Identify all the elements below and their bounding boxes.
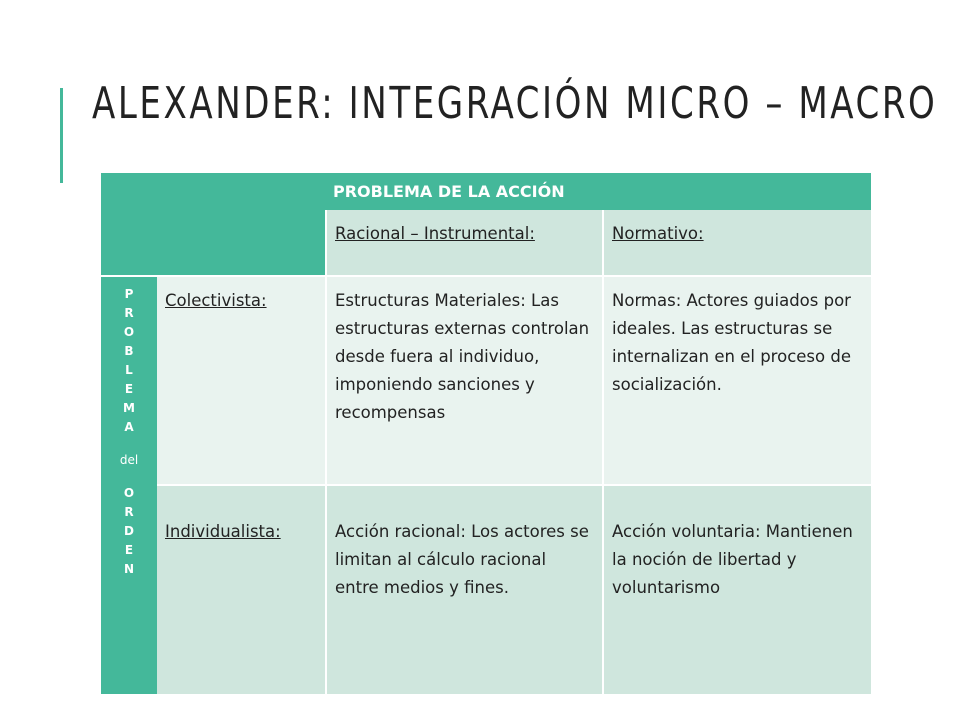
row-header-letter: A [124,420,134,434]
header-racional-label: Racional – Instrumental: [335,224,535,243]
row-header-letter: D [124,524,134,538]
row-header-problema-del-orden [101,277,157,694]
row-header-letter: R [124,505,134,519]
header-normativo [602,210,871,277]
row-header-letter: N [123,562,135,576]
table-corner-cell [101,173,325,277]
row-label-colectivista-text: Colectivista: [165,291,267,310]
divider-rows [157,484,871,486]
row-header-letter [101,470,157,484]
row-header-letter: M [123,401,135,415]
row-header-letter [101,437,157,451]
cell-individualista-normativo: Acción voluntaria: Mantienen la noción de libertad y voluntarismo [602,485,871,694]
slide-title: ALEXANDER: INTEGRACIÓN MICRO – MACRO [92,78,938,129]
row-label-colectivista [157,277,325,485]
row-header-letter: O [123,325,135,339]
cell-colectivista-normativo: Normas: Actores guiados por ideales. Las estructuras se internalizan en el proceso de socialización. [602,277,871,485]
row-label-individualista [157,485,325,694]
row-header-letter: E [124,382,134,396]
header-racional-instrumental [325,210,602,277]
cell-individualista-racional: Acción racional: Los actores se limitan al cálculo racional entre medios y fines. [325,485,602,694]
row-header-letter: E [124,543,134,557]
header-normativo-label: Normativo: [612,224,704,243]
row-header-letter: del [119,453,139,467]
row-header-letter: O [123,486,135,500]
title-accent-bar [60,88,63,183]
row-header-letter: B [124,344,134,358]
cell-colectivista-racional: Estructuras Materiales: Las estructuras externas controlan desde fuera al individuo, imponiendo sanciones y recompensas [325,277,602,485]
row-header-letter: P [124,287,134,301]
row-label-individualista-text: Individualista: [165,522,281,541]
header-problema-accion: PROBLEMA DE LA ACCIÓN [325,173,871,210]
row-header-letter: R [124,306,134,320]
row-header-letter: L [125,363,133,377]
divider-header [101,275,871,277]
